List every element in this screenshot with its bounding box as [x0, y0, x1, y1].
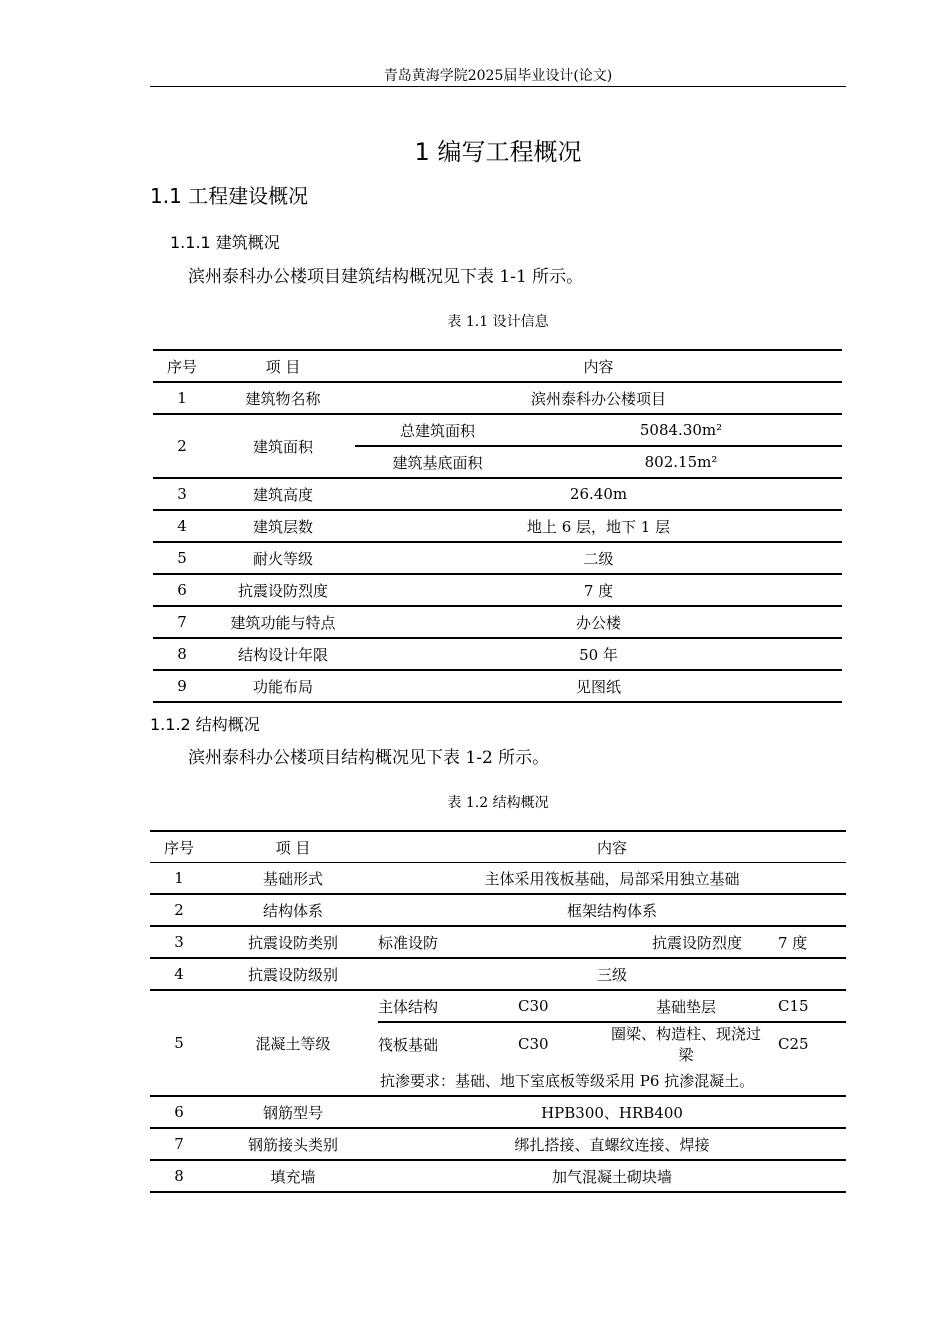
- cell-content: 主体采用筏板基础，局部采用独立基础: [378, 863, 846, 895]
- table-header-row: [150, 831, 846, 863]
- header-item: 项 目: [211, 350, 355, 382]
- cell-no: 3: [153, 478, 211, 510]
- cell-content: 框架结构体系: [378, 894, 846, 926]
- table-row: [150, 990, 846, 1022]
- header-content: 内容: [355, 350, 842, 382]
- cell-content: 7 度: [355, 574, 842, 606]
- subsection-title-1: 1.1.1 建筑概况: [170, 233, 280, 252]
- cell-no: 2: [153, 414, 211, 478]
- cell-content: 地上 6 层，地下 1 层: [355, 510, 842, 542]
- cell-no: 1: [153, 382, 211, 414]
- cell-content: 50 年: [355, 638, 842, 670]
- cell-content: 见图纸: [355, 670, 842, 702]
- cell-item: 填充墙: [208, 1160, 378, 1192]
- table-row: [150, 1128, 846, 1160]
- cell-item: 建筑高度: [211, 478, 355, 510]
- table-row: [153, 510, 842, 542]
- cell-item: 基础形式: [208, 863, 378, 895]
- cell-grid: C25: [764, 1022, 846, 1065]
- table-row: [153, 670, 842, 702]
- table-row: [150, 863, 846, 895]
- cell-no: 7: [150, 1128, 208, 1160]
- cell-sub-value: 802.15m²: [520, 446, 842, 478]
- chapter-title: 1 编写工程概况: [414, 138, 582, 166]
- header-content: 内容: [378, 831, 846, 863]
- subsection-title-2: 1.1.2 结构概况: [150, 715, 260, 734]
- cell-item: 建筑物名称: [211, 382, 355, 414]
- cell-content: 二级: [355, 542, 842, 574]
- cell-c1: 标准设防: [378, 926, 518, 958]
- cell-note: 抗渗要求：基础、地下室底板等级采用 P6 抗渗混凝土。: [380, 1071, 755, 1090]
- cell-c3: 7 度: [764, 926, 846, 958]
- cell-content: 加气混凝土砌块墙: [378, 1160, 846, 1192]
- cell-no: 5: [153, 542, 211, 574]
- cell-no: 4: [150, 958, 208, 990]
- running-header: 青岛黄海学院2025届毕业设计(论文): [383, 68, 613, 84]
- cell-content: 26.40m: [355, 478, 842, 510]
- cell-item: 建筑功能与特点: [211, 606, 355, 638]
- table-row: [150, 1096, 846, 1128]
- cell-item: 抗震设防类别: [208, 926, 378, 958]
- cell-grid: 圈梁、构造柱、现浇过梁: [608, 1022, 764, 1065]
- table-row: [150, 926, 846, 958]
- table-caption-2: 表 1.2 结构概况: [447, 795, 549, 811]
- cell-item: 建筑面积: [211, 414, 355, 478]
- cell-item: 结构体系: [208, 894, 378, 926]
- cell-grid: C30: [518, 1022, 608, 1065]
- table-row: [153, 382, 842, 414]
- cell-content: 绑扎搭接、直螺纹连接、焊接: [378, 1128, 846, 1160]
- cell-no: 9: [153, 670, 211, 702]
- table-row: [153, 414, 842, 446]
- structure-table: [150, 830, 846, 1193]
- table-row: [153, 638, 842, 670]
- cell-item: 钢筋型号: [208, 1096, 378, 1128]
- cell-content: HPB300、HRB400: [378, 1096, 846, 1128]
- cell-grid: 筏板基础: [378, 1022, 518, 1065]
- cell-grid: 主体结构: [378, 990, 518, 1022]
- table-row: [153, 574, 842, 606]
- cell-content: 三级: [378, 958, 846, 990]
- cell-item: 结构设计年限: [211, 638, 355, 670]
- cell-grid: 基础垫层: [608, 990, 764, 1022]
- cell-grid: C30: [518, 990, 608, 1022]
- cell-no: 6: [153, 574, 211, 606]
- cell-no: 6: [150, 1096, 208, 1128]
- table-row: [153, 606, 842, 638]
- cell-item: 钢筋接头类别: [208, 1128, 378, 1160]
- header-rule: [150, 86, 846, 87]
- cell-no: 3: [150, 926, 208, 958]
- cell-no: 1: [150, 863, 208, 895]
- cell-item: 抗震设防烈度: [211, 574, 355, 606]
- paragraph-1: 滨州泰科办公楼项目建筑结构概况见下表 1-1 所示。: [188, 267, 584, 287]
- table-row: [153, 542, 842, 574]
- cell-item: 功能布局: [211, 670, 355, 702]
- cell-sub-value: 5084.30m²: [520, 414, 842, 446]
- cell-content: 办公楼: [355, 606, 842, 638]
- cell-item: 耐火等级: [211, 542, 355, 574]
- cell-c2: 抗震设防烈度: [518, 926, 764, 958]
- cell-sub-label: 总建筑面积: [355, 414, 520, 446]
- cell-no: 8: [153, 638, 211, 670]
- header-no: 序号: [153, 350, 211, 382]
- table-row: [150, 1160, 846, 1192]
- cell-content: 滨州泰科办公楼项目: [355, 382, 842, 414]
- cell-no: 2: [150, 894, 208, 926]
- cell-item: 建筑层数: [211, 510, 355, 542]
- cell-no: 8: [150, 1160, 208, 1192]
- section-title: 1.1 工程建设概况: [150, 184, 309, 208]
- cell-item: 混凝土等级: [208, 990, 378, 1096]
- paragraph-2: 滨州泰科办公楼项目结构概况见下表 1-2 所示。: [188, 748, 550, 768]
- cell-no: 4: [153, 510, 211, 542]
- header-no: 序号: [150, 831, 208, 863]
- table-row: [153, 478, 842, 510]
- table-header-row: [153, 350, 842, 382]
- table-row: [150, 894, 846, 926]
- cell-grid: C15: [764, 990, 846, 1022]
- cell-no: 5: [150, 990, 208, 1096]
- header-item: 项 目: [208, 831, 378, 863]
- design-info-table: [153, 349, 842, 703]
- cell-item: 抗震设防级别: [208, 958, 378, 990]
- cell-sub-label: 建筑基底面积: [355, 446, 520, 478]
- table-row: [150, 958, 846, 990]
- table-caption-1: 表 1.1 设计信息: [447, 314, 549, 330]
- cell-no: 7: [153, 606, 211, 638]
